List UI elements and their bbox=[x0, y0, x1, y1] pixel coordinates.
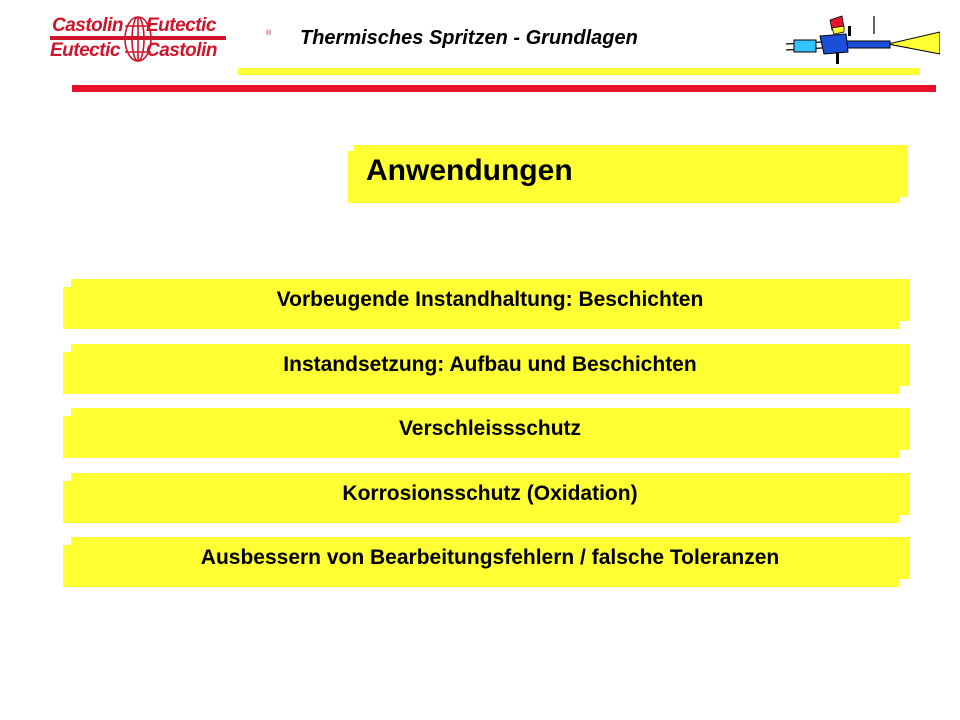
item-label: Korrosionsschutz (Oxidation) bbox=[342, 482, 638, 505]
logo-word-castolin-top: Castolin bbox=[52, 15, 123, 36]
registered-mark: ® bbox=[266, 30, 272, 37]
list-item-wear-protection bbox=[63, 408, 909, 458]
item-label: Verschleissschutz bbox=[398, 417, 582, 440]
section-heading bbox=[348, 145, 908, 203]
spray-torch-icon bbox=[784, 14, 940, 76]
page-title: Thermisches Spritzen - Grundlagen bbox=[300, 27, 638, 49]
item-label: Ausbessern von Bearbeitungsfehlern / falsche Toleranzen bbox=[200, 546, 780, 569]
item-bar bbox=[71, 344, 909, 386]
logo-word-eutectic-top: Eutectic bbox=[146, 15, 216, 36]
heading-bar bbox=[354, 145, 908, 197]
item-bar bbox=[71, 473, 909, 515]
item-bar bbox=[71, 408, 909, 450]
item-label: Instandsetzung: Aufbau und Beschichten bbox=[283, 353, 697, 376]
list-item-preventive-maintenance bbox=[63, 279, 909, 329]
item-label: Vorbeugende Instandhaltung: Beschichten bbox=[276, 288, 704, 311]
item-bar bbox=[71, 279, 909, 321]
list-item-corrosion-protection bbox=[63, 473, 909, 523]
list-item-repair bbox=[63, 344, 909, 394]
header-divider-red bbox=[72, 85, 936, 92]
item-bar bbox=[71, 537, 909, 579]
logo-word-eutectic-bottom: Eutectic bbox=[50, 40, 120, 61]
heading-label: Anwendungen bbox=[366, 154, 573, 187]
logo-word-castolin-bottom: Castolin bbox=[146, 40, 217, 61]
castolin-eutectic-logo bbox=[46, 14, 272, 66]
header-divider-yellow bbox=[238, 68, 920, 75]
list-item-machining-errors bbox=[63, 537, 909, 587]
